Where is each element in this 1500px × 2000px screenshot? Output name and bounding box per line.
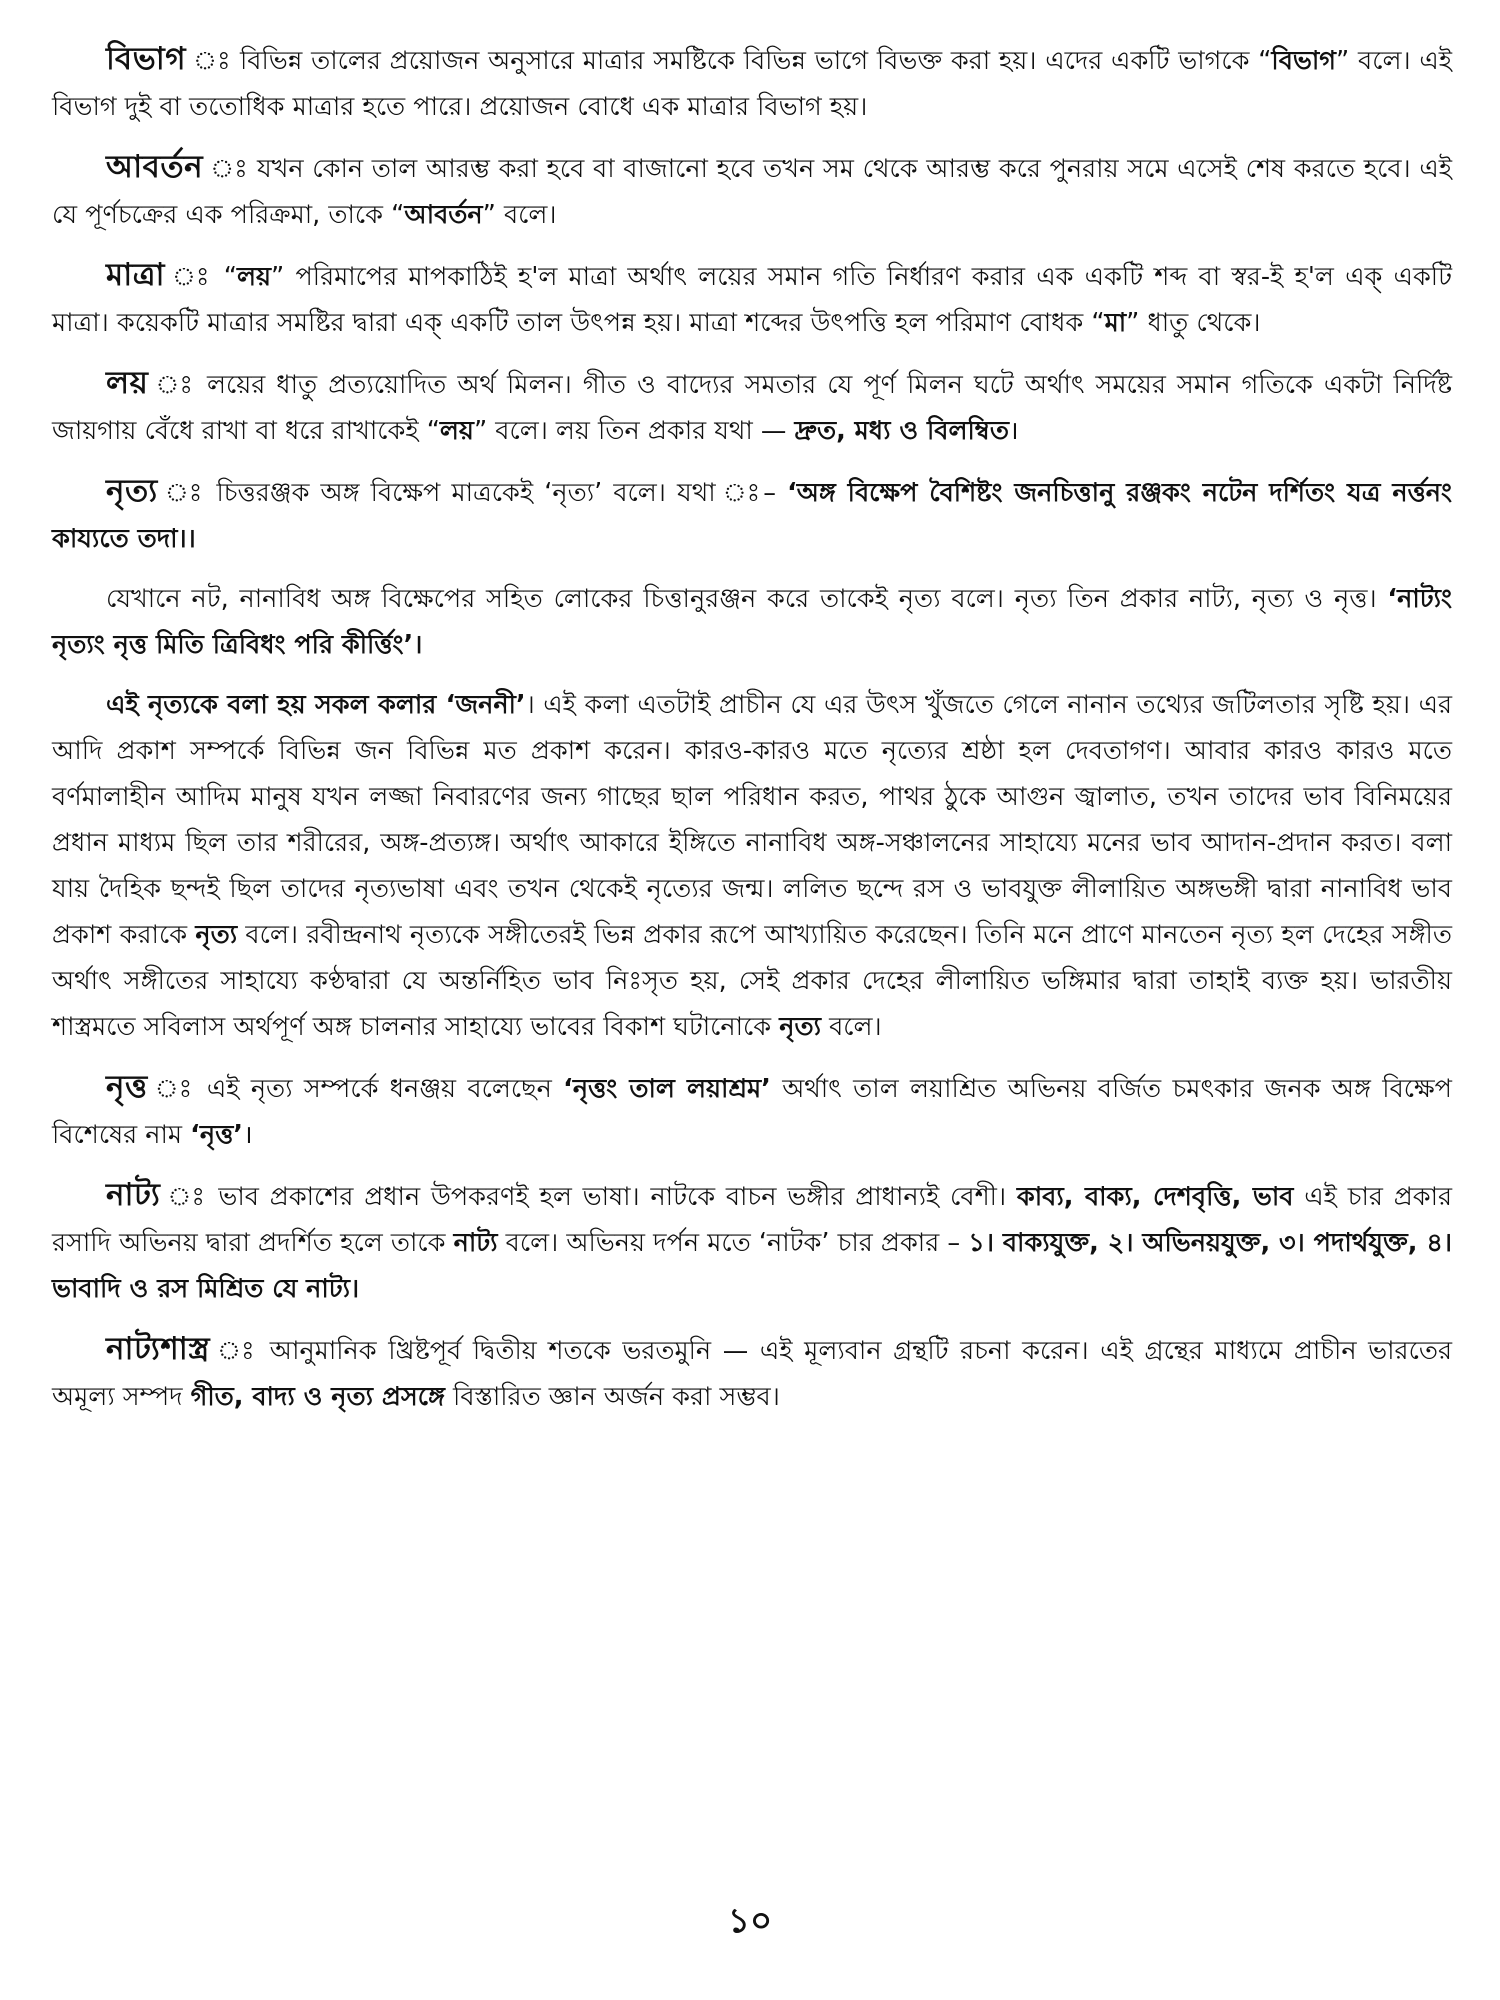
bold-text: আবর্তন: [404, 200, 483, 230]
text-run: ।: [1008, 416, 1019, 446]
text-run: ঃ লয়ের ধাতু প্রত্যয়োদিত অর্থ মিলন। গীত ও বাদ্যের সমতার যে পূর্ণ মিলন ঘটে অর্থাৎ সময়ের সমান গতিকে একটা নির্দিষ্ট জায়গায় বেঁধে রাখা বা ধরে রাখাকেই “: [52, 370, 1452, 446]
text-run: ” বলে। লয় তিন প্রকার যথা —: [473, 416, 795, 446]
bold-text: দ্রুত, মধ্য ও বিলম্বিত: [794, 416, 1009, 446]
bold-text: ‘নাট্যং নৃত্যং নৃত্ত মিতি ত্রিবিধং পরি কীর্ত্তিং’।: [52, 584, 1452, 660]
bold-text: কাব্য, বাক্য, দেশবৃত্তি, ভাব: [1016, 1182, 1294, 1212]
bold-text: ‘নৃত্তং তাল লয়াশ্রম’: [563, 1074, 771, 1104]
bold-text: লয়: [237, 262, 272, 292]
text-run: ” পরিমাপের মাপকাঠিই হ'ল মাত্রা অর্থাৎ লয়ের সমান গতি নির্ধারণ করার এক একটি শব্দ বা স্বর-ই হ'ল এক্ একটি মাত্রা। কয়েকটি মাত্রার সমষ্টির দ্বারা এক্ একটি তাল উৎপন্ন হয়। মাত্রা শব্দের উৎপত্তি হল পরিমাণ বোধক “: [52, 262, 1452, 338]
text-run: ” বলে।: [482, 200, 557, 230]
text-run: ঃ আনুমানিক খ্রিষ্টপূর্ব দ্বিতীয় শতকে ভরতমুনি — এই মূল্যবান গ্রন্থটি রচনা করেন। এই গ্রন্থের মাধ্যমে প্রাচীন ভারতের অমূল্য সম্পদ: [52, 1336, 1452, 1412]
text-run: বিস্তারিত জ্ঞান অর্জন করা সম্ভব।: [444, 1382, 780, 1412]
text-run: ” ধাতু থেকে।: [1126, 308, 1261, 338]
paragraph: [52, 252, 1452, 346]
bold-text: ‘অঙ্গ বিক্ষেপ বৈশিষ্টং জনচিত্তানু রঞ্জকং নটেন দর্শিতং যত্র নর্ত্তনং কায্যতে তদা।।: [52, 478, 1452, 554]
text-run: বলে।: [820, 1012, 882, 1042]
text-run: । এই কলা এতটাই প্রাচীন যে এর উৎস খুঁজতে গেলে নানান তথ্যের জটিলতার সৃষ্টি হয়। এর আদি প্রকাশ সম্পর্কে বিভিন্ন জন বিভিন্ন মত প্রকাশ করেন। কারও-কারও মতে নৃত্যের শ্রষ্ঠা হল দেবতাগণ। আবার কারও কারও মতে বর্ণমালাহীন আদিম মানুষ যখন লজ্জা নিবারণের জন্য গাছের ছাল পরিধান করত, পাথর ঠুকে আগুন জ্বালাত, তখন তাদের ভাব বিনিময়ের প্রধান মাধ্যম ছিল তার শরীরের, অঙ্গ-প্রত্যঙ্গ। অর্থাৎ আকারে ইঙ্গিতে নানাবিধ অঙ্গ-সঞ্চালনের সাহায্যে মনের ভাব আদান-প্রদান করত। বলা যায় দৈহিক ছন্দই ছিল তাদের নৃত্যভাষা এবং তখন থেকেই নৃত্যের জন্ম। ললিত ছন্দে রস ও ভাবযুক্ত লীলায়িত অঙ্গভঙ্গী দ্বারা নানাবিধ ভাব প্রকাশ করাকে: [52, 690, 1452, 950]
bold-text: মা: [1104, 308, 1127, 338]
page-number: ১০: [727, 1901, 773, 1941]
bold-text: লয়: [439, 416, 474, 446]
bold-text: নাট্য: [453, 1228, 498, 1258]
paragraph: [52, 1172, 1452, 1312]
text-run: ” বলে। এই বিভাগ দুই বা ততোধিক মাত্রার হতে পারে। প্রয়োজন বোধে এক মাত্রার বিভাগ হয়।: [52, 46, 1452, 122]
text-run: ঃ চিত্তরঞ্জক অঙ্গ বিক্ষেপ মাত্রকেই ‘নৃত্য’ বলে। যথা ঃ–: [157, 478, 788, 508]
text-run: ঃ ভাব প্রকাশের প্রধান উপকরণই হল ভাষা। নাটকে বাচন ভঙ্গীর প্রাধান্যই বেশী।: [160, 1182, 1017, 1212]
text-run: ঃ বিভিন্ন তালের প্রয়োজন অনুসারে মাত্রার সমষ্টিকে বিভিন্ন ভাগে বিভক্ত করা হয়। এদের একটি ভাগকে “: [186, 46, 1272, 76]
text-run: যেখানে নট, নানাবিধ অঙ্গ বিক্ষেপের সহিত লোকের চিত্তানুরঞ্জন করে তাকেই নৃত্য বলে। নৃত্য তিন প্রকার নাট্য, নৃত্য ও নৃত্ত।: [106, 584, 1388, 614]
text-run: ।: [243, 1120, 253, 1150]
term-heading: লয়: [106, 365, 149, 401]
bold-text: ১। বাক্যযুক্ত, ২। অভিনয়যুক্ত, ৩। পদার্থযুক্ত, ৪। ভাবাদি ও রস মিশ্রিত যে নাট্য।: [52, 1228, 1453, 1304]
paragraph: [52, 360, 1452, 454]
text-run: এই চার প্রকার রসাদি অভিনয় দ্বারা প্রদর্শিত হলে তাকে: [52, 1182, 1453, 1258]
bold-text: বিভাগ: [1271, 46, 1337, 76]
term-heading: নৃত্ত: [106, 1069, 148, 1105]
term-heading: মাত্রা: [106, 257, 165, 293]
term-heading: নৃত্য: [106, 473, 158, 509]
term-heading: বিভাগ: [106, 41, 187, 77]
body-text: [52, 36, 1452, 1420]
bold-text: নৃত্য: [195, 920, 238, 950]
text-run: ঃ যখন কোন তাল আরম্ভ করা হবে বা বাজানো হবে তখন সম থেকে আরম্ভ করে পুনরায় সমে এসেই শেষ করতে হবে। এই যে পূর্ণচক্রের এক পরিক্রমা, তাকে “: [52, 154, 1452, 230]
paragraph: [52, 1326, 1452, 1420]
text-run: ঃ এই নৃত্য সম্পর্কে ধনঞ্জয় বলেছেন: [147, 1074, 564, 1104]
paragraph: [52, 36, 1452, 130]
term-heading: নাট্যশাস্ত্র: [106, 1331, 211, 1367]
term-heading: নাট্য: [106, 1177, 161, 1213]
paragraph: [52, 144, 1452, 238]
term-heading: আবর্তন: [106, 149, 204, 185]
bold-text: ‘নৃত্ত’: [190, 1120, 243, 1150]
text-run: ঃ “: [164, 262, 238, 292]
text-run: বলে। অভিনয় দর্পন মতে ‘নাটক’ চার প্রকার –: [497, 1228, 969, 1258]
paragraph: [52, 468, 1452, 562]
paragraph: [52, 576, 1452, 668]
paragraph: [52, 682, 1452, 1050]
text-run: বলে। রবীন্দ্রনাথ নৃত্যকে সঙ্গীতেরই ভিন্ন প্রকার রূপে আখ্যায়িত করেছেন। তিনি মনে প্রাণে মানতেন নৃত্য হল দেহের সঙ্গীত অর্থাৎ সঙ্গীতের সাহায্যে কণ্ঠদ্বারা যে অন্তর্নিহিত ভাব নিঃসৃত হয়, সেই প্রকার দেহের লীলায়িত ভঙ্গিমার দ্বারা তাহাই ব্যক্ত হয়। ভারতীয় শাস্ত্রমতে সবিলাস অর্থপূর্ণ অঙ্গ চালনার সাহায্যে ভাবের বিকাশ ঘটানোকে: [52, 920, 1452, 1042]
bold-text: এই নৃত্যকে বলা হয় সকল কলার ‘জননী’: [106, 690, 526, 720]
text-run: অর্থাৎ তাল লয়াশ্রিত অভিনয় বর্জিত চমৎকার জনক অঙ্গ বিক্ষেপ বিশেষের নাম: [52, 1074, 1452, 1150]
paragraph: [52, 1064, 1452, 1158]
bold-text: নৃত্য: [779, 1012, 821, 1042]
bold-text: গীত, বাদ্য ও নৃত্য প্রসঙ্গে: [190, 1382, 445, 1412]
